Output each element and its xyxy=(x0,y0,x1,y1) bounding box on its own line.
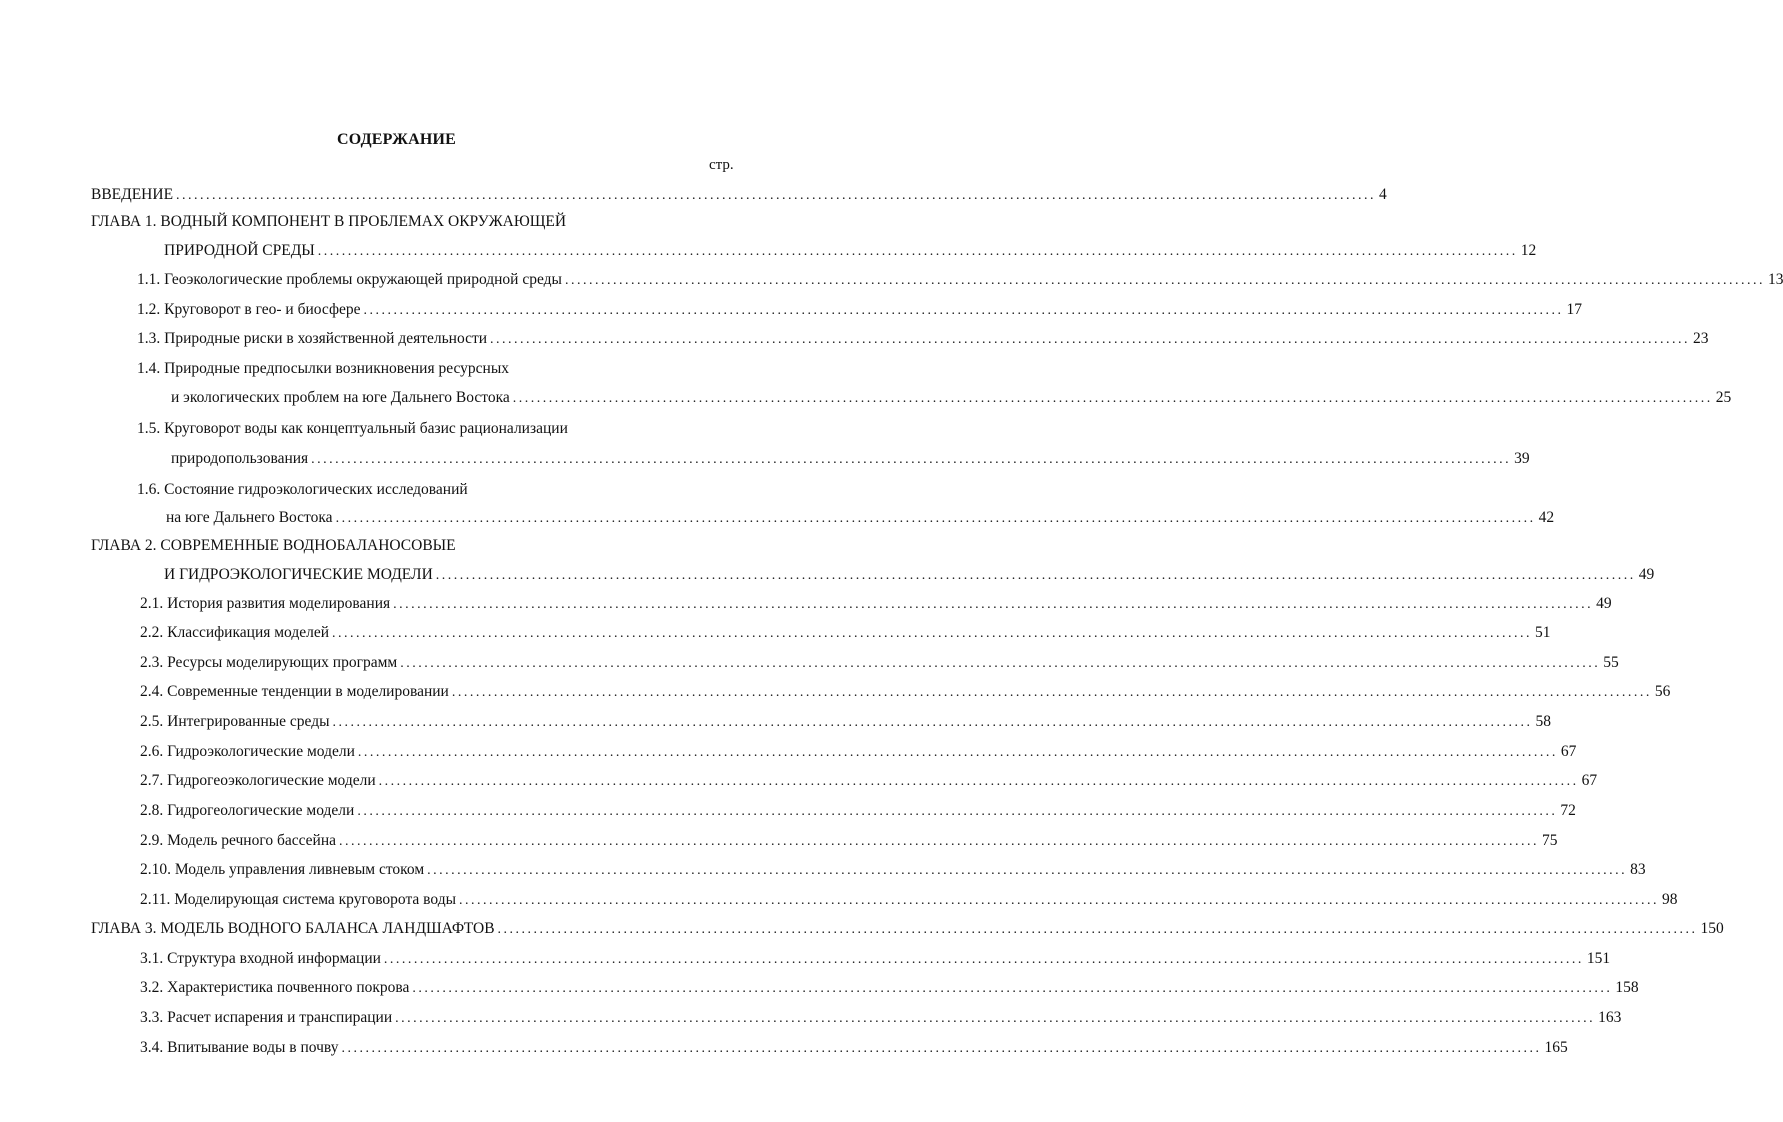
toc-leader: ........................................................................................................................................................................................................ xyxy=(357,804,1558,819)
toc-leader: ........................................................................................................................................................................................................ xyxy=(490,332,1691,347)
toc-page-number: 39 xyxy=(1514,450,1530,467)
toc-leader: ........................................................................................................................................................................................................ xyxy=(412,981,1613,996)
toc-section-1-6[interactable] xyxy=(166,509,1555,533)
toc-label: 2.2. Классификация моделей xyxy=(140,624,330,641)
toc-page-number: 49 xyxy=(1596,595,1612,612)
toc-label: 2.1. История развития моделирования xyxy=(140,595,391,612)
toc-page-number: 55 xyxy=(1603,654,1619,671)
toc-chapter-3[interactable] xyxy=(91,920,1724,944)
toc-section-2-5[interactable] xyxy=(140,713,1552,737)
toc-section-2-11[interactable] xyxy=(140,891,1678,915)
toc-section-2-3[interactable] xyxy=(140,654,1619,678)
toc-page-number: 51 xyxy=(1535,624,1551,641)
toc-label: 1.3. Природные риски в хозяйственной деятельности xyxy=(137,330,488,347)
toc-page-number: 4 xyxy=(1379,186,1387,203)
toc-label: ВВЕДЕНИЕ xyxy=(91,186,174,203)
toc-leader: ........................................................................................................................................................................................................ xyxy=(332,715,1533,730)
toc-page-number: 165 xyxy=(1544,1039,1568,1056)
toc-page-number: 72 xyxy=(1560,802,1576,819)
toc-entry-intro[interactable] xyxy=(91,186,1387,210)
page-column-label: стр. xyxy=(709,157,734,173)
toc-section-1-3[interactable] xyxy=(137,330,1709,354)
toc-label: на юге Дальнего Востока xyxy=(166,509,333,526)
toc-leader: ........................................................................................................................................................................................................ xyxy=(378,774,1579,789)
toc-leader: ........................................................................................................................................................................................................ xyxy=(176,188,1377,203)
toc-label: 2.7. Гидрогеоэкологические модели xyxy=(140,772,376,789)
toc-leader: ........................................................................................................................................................................................................ xyxy=(435,568,1636,583)
toc-page-number: 49 xyxy=(1638,566,1655,583)
toc-leader: ........................................................................................................................................................................................................ xyxy=(427,863,1628,878)
toc-section-1-4-line1[interactable]: 1.4. Природные предпосылки возникновения ресурсных xyxy=(137,360,510,377)
toc-page-number: 67 xyxy=(1560,743,1577,760)
toc-leader: ........................................................................................................................................................................................................ xyxy=(311,452,1512,467)
toc-page-number: 25 xyxy=(1715,389,1732,406)
toc-section-2-10[interactable] xyxy=(140,861,1646,885)
toc-section-1-4[interactable] xyxy=(171,389,1732,413)
toc-page-number: 67 xyxy=(1581,772,1598,789)
toc-section-2-8[interactable] xyxy=(140,802,1576,826)
toc-leader: ........................................................................................................................................................................................................ xyxy=(357,745,1558,760)
toc-section-3-4[interactable] xyxy=(140,1039,1568,1063)
toc-label: 2.10. Модель управления ливневым стоком xyxy=(140,861,425,878)
toc-label: и экологических проблем на юге Дальнего Востока xyxy=(171,389,510,406)
toc-leader: ........................................................................................................................................................................................................ xyxy=(393,597,1594,612)
toc-page-number: 12 xyxy=(1520,242,1537,259)
toc-leader: ........................................................................................................................................................................................................ xyxy=(317,244,1518,259)
toc-section-1-1[interactable] xyxy=(137,271,1783,295)
toc-chapter-1[interactable] xyxy=(164,242,1537,266)
toc-chapter-2-line1[interactable]: ГЛАВА 2. СОВРЕМЕННЫЕ ВОДНОБАЛАНОСОВЫЕ xyxy=(91,537,456,554)
toc-section-3-2[interactable] xyxy=(140,979,1639,1003)
toc-label: 2.6. Гидроэкологические модели xyxy=(140,743,355,760)
toc-section-1-6-line1[interactable]: 1.6. Состояние гидроэкологических исследований xyxy=(137,481,468,498)
toc-label: 2.4. Современные тенденции в моделировании xyxy=(140,683,449,700)
toc-label: 3.2. Характеристика почвенного покрова xyxy=(140,979,410,996)
toc-page-number: 158 xyxy=(1615,979,1639,996)
toc-page-number: 150 xyxy=(1700,920,1724,937)
toc-section-2-2[interactable] xyxy=(140,624,1551,648)
toc-leader: ........................................................................................................................................................................................................ xyxy=(459,893,1659,908)
toc-page-number: 13 xyxy=(1767,271,1783,288)
toc-label: 2.3. Ресурсы моделирующих программ xyxy=(140,654,398,671)
toc-section-2-1[interactable] xyxy=(140,595,1612,619)
toc-page-number: 56 xyxy=(1654,683,1671,700)
toc-leader: ........................................................................................................................................................................................................ xyxy=(497,922,1698,937)
toc-section-2-9[interactable] xyxy=(140,832,1558,856)
toc-leader: ........................................................................................................................................................................................................ xyxy=(512,391,1713,406)
toc-leader: ........................................................................................................................................................................................................ xyxy=(395,1011,1596,1026)
toc-label: 1.1. Геоэкологические проблемы окружающей природной среды xyxy=(137,271,562,288)
toc-label: природопользования xyxy=(171,450,309,467)
toc-page-number: 17 xyxy=(1566,301,1583,318)
toc-page-number: 163 xyxy=(1598,1009,1622,1026)
toc-leader: ........................................................................................................................................................................................................ xyxy=(400,656,1601,671)
toc-leader: ........................................................................................................................................................................................................ xyxy=(363,303,1564,318)
toc-page-number: 42 xyxy=(1538,509,1555,526)
toc-chapter-1-line1[interactable]: ГЛАВА 1. ВОДНЫЙ КОМПОНЕНТ В ПРОБЛЕМАХ ОКРУЖАЮЩЕЙ xyxy=(91,213,567,230)
toc-section-2-4[interactable] xyxy=(140,683,1671,707)
toc-leader: ........................................................................................................................................................................................................ xyxy=(383,952,1584,967)
toc-chapter-2[interactable] xyxy=(164,566,1655,590)
toc-label: ГЛАВА 3. МОДЕЛЬ ВОДНОГО БАЛАНСА ЛАНДШАФТОВ xyxy=(91,920,495,937)
toc-page-number: 83 xyxy=(1630,861,1646,878)
toc-leader: ........................................................................................................................................................................................................ xyxy=(339,834,1540,849)
toc-page-number: 75 xyxy=(1542,832,1558,849)
toc-section-1-5-line1[interactable]: 1.5. Круговорот воды как концептуальный базис рационализации xyxy=(137,420,568,437)
toc-page-number: 23 xyxy=(1693,330,1709,347)
toc-label: 2.8. Гидрогеологические модели xyxy=(140,802,355,819)
toc-label: 2.5. Интегрированные среды xyxy=(140,713,330,730)
toc-section-3-1[interactable] xyxy=(140,950,1611,974)
toc-label: 3.4. Впитывание воды в почву xyxy=(140,1039,339,1056)
toc-section-2-6[interactable] xyxy=(140,743,1577,767)
toc-page-number: 151 xyxy=(1586,950,1611,967)
page-title: СОДЕРЖАНИЕ xyxy=(336,131,457,148)
toc-leader: ........................................................................................................................................................................................................ xyxy=(332,626,1533,641)
toc-label: ПРИРОДНОЙ СРЕДЫ xyxy=(164,242,315,259)
toc-page-number: 98 xyxy=(1662,891,1678,908)
toc-section-2-7[interactable] xyxy=(140,772,1598,796)
toc-label: 2.9. Модель речного бассейна xyxy=(140,832,337,849)
toc-section-1-5[interactable] xyxy=(171,450,1530,474)
toc-leader: ........................................................................................................................................................................................................ xyxy=(451,685,1652,700)
toc-label: 2.11. Моделирующая система круговорота воды xyxy=(140,891,456,908)
toc-page-number: 58 xyxy=(1535,713,1552,730)
toc-label: 3.1. Структура входной информации xyxy=(140,950,381,967)
toc-leader: ........................................................................................................................................................................................................ xyxy=(341,1041,1542,1056)
toc-label: 3.3. Расчет испарения и транспирации xyxy=(140,1009,393,1026)
toc-label: И ГИДРОЭКОЛОГИЧЕСКИЕ МОДЕЛИ xyxy=(164,566,433,583)
toc-section-1-2[interactable] xyxy=(137,301,1583,325)
toc-leader: ........................................................................................................................................................................................................ xyxy=(564,273,1765,288)
toc-section-3-3[interactable] xyxy=(140,1009,1622,1033)
toc-leader: ........................................................................................................................................................................................................ xyxy=(335,511,1536,526)
toc-label: 1.2. Круговорот в гео- и биосфере xyxy=(137,301,361,318)
